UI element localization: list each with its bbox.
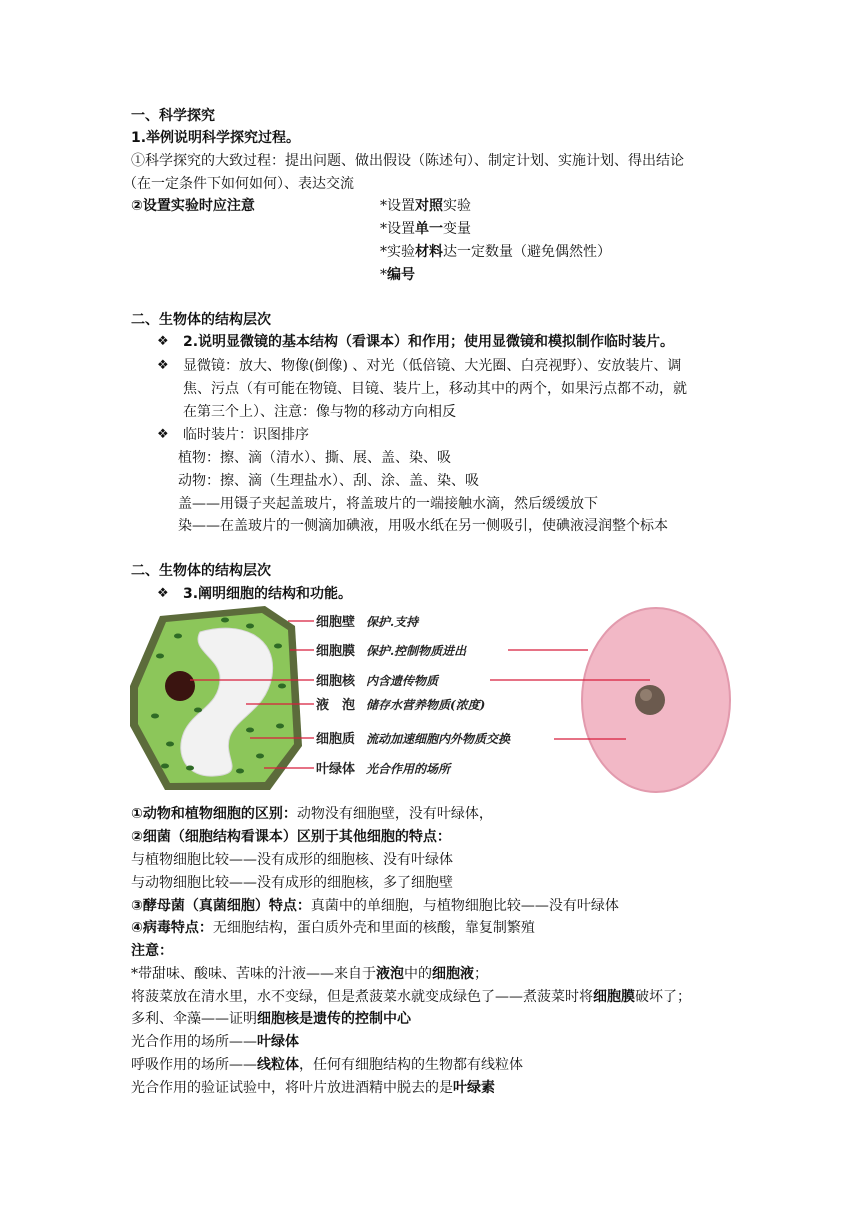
diamond-bullet-icon: ❖: [157, 427, 169, 442]
diff-line-2a: 与植物细胞比较——没有成形的细胞核、没有叶绿体: [131, 852, 453, 868]
note-line-6: 光合作用的验证试验中，将叶片放进酒精中脱去的是叶绿素: [131, 1080, 495, 1096]
note-line-1: *带甜味、酸味、苦味的汁液——来自于液泡中的细胞液；: [131, 966, 488, 982]
label-cell-membrane-desc: 保护.控制物质进出: [366, 644, 467, 658]
microscope-line-3: 在第三个上）、注意：像与物的移动方向相反: [183, 404, 456, 420]
diamond-bullet-icon: ❖: [157, 586, 169, 601]
figure-labels: [316, 614, 511, 777]
animal-steps: 动物：擦、滴（生理盐水）、刮、涂、盖、染、吸: [178, 473, 479, 489]
paragraph-1a: ①科学探究的大致过程：提出问题、做出假设（陈述句）、制定计划、实施计划、得出结论: [131, 153, 684, 169]
diamond-bullet-icon: ❖: [157, 334, 169, 349]
label-vacuole-desc: 储存水营养物质(浓度): [366, 698, 486, 712]
label-vacuole: 液 泡: [316, 698, 356, 713]
paragraph-2-label: ②设置实验时应注意: [131, 198, 255, 214]
animal-nucleus: [635, 685, 665, 715]
paragraph-1b: （在一定条件下如何如何）、表达交流: [123, 176, 354, 192]
note-line-4: 光合作用的场所——叶绿体: [131, 1034, 299, 1050]
microscope-line-2: 焦、污点（有可能在物镜、目镜、装片上，移动其中的两个，如果污点都不动，就: [183, 381, 687, 397]
note-line-3: 多利、伞藻——证明细胞核是遗传的控制中心: [131, 1011, 411, 1027]
diff-line-2: ②细菌（细胞结构看课本）区别于其他细胞的特点：: [131, 829, 451, 845]
note-item: *实验材料达一定数量（避免偶然性）: [380, 244, 611, 260]
diff-line-2b: 与动物细胞比较——没有成形的细胞核，多了细胞壁: [131, 875, 453, 891]
label-nucleus: 细胞核: [316, 674, 356, 689]
diff-line-3: ③酵母菌（真菌细胞）特点：真菌中的单细胞，与植物细胞比较——没有叶绿体: [131, 898, 619, 914]
cell-structure-figure: [130, 606, 736, 798]
label-cytoplasm-desc: 流动加速细胞内外物质交换: [366, 732, 511, 746]
plant-cell-diagram: [130, 606, 314, 790]
note-line-2: 将菠菜放在清水里，水不变绿，但是煮菠菜水就变成绿色了——煮菠菜时将细胞膜破坏了；: [131, 989, 691, 1005]
plant-nucleus: [165, 671, 195, 701]
label-cytoplasm: 细胞质: [316, 732, 356, 747]
label-cell-membrane: 细胞膜: [316, 644, 356, 659]
label-chloroplast-desc: 光合作用的场所: [366, 762, 451, 776]
section-heading-1: 一、科学探究: [131, 108, 215, 124]
question-2: 2.说明显微镜的基本结构（看课本）和作用；使用显微镜和模拟制作临时装片。: [183, 334, 675, 350]
label-cell-wall-desc: 保护.支持: [366, 615, 419, 629]
section-heading-3: 二、生物体的结构层次: [131, 563, 271, 579]
note-item: *设置对照实验: [380, 198, 471, 214]
stain-step: 染——在盖玻片的一侧滴加碘液，用吸水纸在另一侧吸引，使碘液浸润整个标本: [178, 518, 668, 534]
question-3: 3.阐明细胞的结构和功能。: [183, 586, 353, 602]
cover-step: 盖——用镊子夹起盖玻片，将盖玻片的一端接触水滴，然后缓缓放下: [178, 496, 598, 512]
animal-cell-diagram: [490, 608, 730, 792]
diff-line-4: ④病毒特点：无细胞结构，蛋白质外壳和里面的核酸，靠复制繁殖: [131, 920, 535, 936]
diamond-bullet-icon: ❖: [157, 358, 169, 373]
section-heading-2: 二、生物体的结构层次: [131, 312, 271, 328]
label-nucleus-desc: 内含遗传物质: [366, 674, 439, 688]
label-chloroplast: 叶绿体: [316, 762, 356, 777]
note-line-5: 呼吸作用的场所——线粒体，任何有细胞结构的生物都有线粒体: [131, 1057, 523, 1073]
note-item: *设置单一变量: [380, 221, 471, 237]
note-item: *编号: [380, 267, 415, 283]
plant-steps: 植物：擦、滴（清水）、撕、展、盖、染、吸: [178, 450, 451, 466]
diff-line-1: ①动物和植物细胞的区别：动物没有细胞壁，没有叶绿体，: [131, 806, 493, 822]
microscope-line-1: 显微镜：放大、物像(倒像) 、对光（低倍镜、大光圈、白亮视野）、安放装片、调: [183, 358, 682, 374]
question-1: 1.举例说明科学探究过程。: [131, 130, 301, 146]
note-label: 注意：: [131, 943, 173, 959]
label-cell-wall: 细胞壁: [316, 615, 356, 630]
temp-slide-line: 临时装片：识图排序: [183, 427, 309, 443]
